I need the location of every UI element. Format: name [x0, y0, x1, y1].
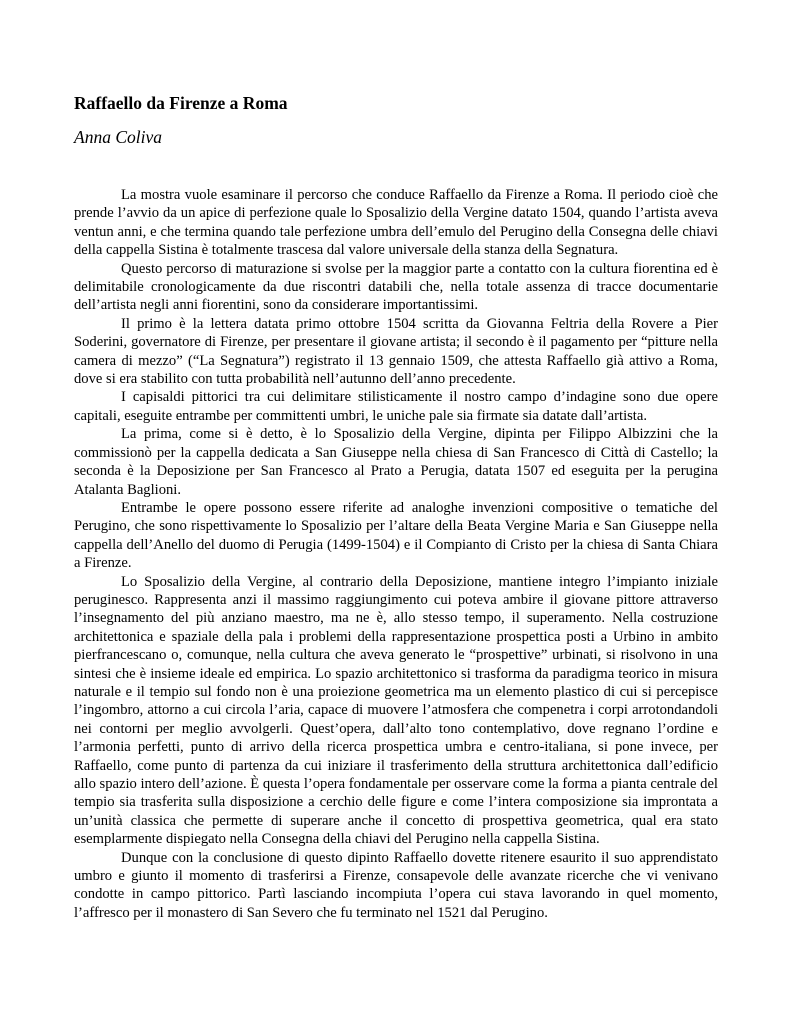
paragraph: Lo Sposalizio della Vergine, al contrario della Deposizione, mantiene integro l’impianto iniziale peruginesco. Rappresenta anzi il massimo raggiungimento cui poteva ambire il giovane pittore attraverso l’insegnamento del più anziano maestro, ma ne è, allo stesso tempo, il superamento. Nella costruzione architettonica e spaziale della pala i problemi della rappresentazione prospettica posti a Urbino in ambito pierfrancescano o, comunque, nella cultura che aveva generato le “prospettive” urbinati, si risolvono in una sintesi che è insieme ideale ed empirica. Lo spazio architettonico si trasforma da paradigma teorico in misura naturale e il tempio sul fondo non è una proiezione geometrica ma un elemento plastico di cui si percepisce l’ingombro, attorno a cui circola l’aria, capace di muovere l’atmosfera che compenetra i corpi arrotondandoli nei contorni per meglio avvolgerli. Quest’opera, dall’alto tono contemplativo, dove regnano l’ordine e l’armonia perfetti, punto di arrivo della ricerca prospettica umbra e centro-italiana, si pone invece, per Raffaello, come punto di partenza da cui iniziare il trasferimento della struttura architettonica dall’edificio allo spazio intero dell’azione. È questa l’opera fondamentale per osservare come la forma a pianta centrale del tempio sia trasferita sulla disposizione a cerchio delle figure e come l’intera composizione sia improntata a un’unità classica che permette di superare anche il concetto di prospettiva geometrica, qual era stato esemplarmente dispiegato nella Consegna della chiavi del Perugino nella cappella Sistina. [74, 573, 718, 848]
paragraph: La mostra vuole esaminare il percorso che conduce Raffaello da Firenze a Roma. Il periodo cioè che prende l’avvio da un apice di perfezione quale lo Sposalizio della Vergine datato 1504, quando l’artista aveva ventun anni, e che termina quando tale perfezione umbra dell’emulo del Perugino della Consegna delle chiavi della cappella Sistina è totalmente trascesa dal valore universale della stanza della Segnatura. [74, 187, 718, 259]
paragraph: Entrambe le opere possono essere riferite ad analoghe invenzioni compositive o tematiche del Perugino, che sono rispettivamente lo Sposalizio per l’altare della Beata Vergine Maria e San Giuseppe nella cappella dell’Anello del duomo di Perugia (1499-1504) e il Compianto di Cristo per la chiesa di Santa Chiara a Firenze. [74, 499, 718, 572]
paragraph: I capisaldi pittorici tra cui delimitare stilisticamente il nostro campo d’indagine sono due opere capitali, eseguite entrambe per committenti umbri, le uniche pale sia firmate sia datate dall’artista. [74, 389, 718, 424]
paragraph: La prima, come si è detto, è lo Sposalizio della Vergine, dipinta per Filippo Albizzini che la commissionò per la cappella dedicata a San Giuseppe nella chiesa di San Francesco di Città di Castello; la seconda è la Deposizione per San Francesco al Prato a Perugia, datata 1507 ed eseguita per la perugina Atalanta Baglioni. [74, 426, 718, 498]
document-author: Anna Coliva [74, 127, 162, 147]
paragraph: Dunque con la conclusione di questo dipinto Raffaello dovette ritenere esaurito il suo apprendistato umbro e giunto il momento di trasferirsi a Firenze, consapevole delle avanzate ricerche che vi venivano condotte in campo pittorico. Partì lasciando incompiuta l’opera cui stava lavorando in quel momento, l’affresco per il monastero di San Severo che fu terminato nel 1521 dal Perugino. [74, 849, 718, 921]
paragraph: Questo percorso di maturazione si svolse per la maggior parte a contatto con la cultura fiorentina ed è delimitabile cronologicamente da due riscontri databili che, nella totale assenza di tracce documentarie dell’artista negli anni fiorentini, sono da considerare importantissimi. [74, 260, 718, 314]
paragraph: Il primo è la lettera datata primo ottobre 1504 scritta da Giovanna Feltria della Rovere a Pier Soderini, governatore di Firenze, per presentare il giovane artista; il secondo è il pagamento per “pitture nella camera di mezzo” (“La Segnatura”) registrato il 13 gennaio 1509, che attesta Raffaello già attivo a Roma, dove si era stabilito con tutta probabilità nell’autunno dell’anno precedente. [74, 315, 718, 388]
document-body [74, 186, 718, 922]
document-title: Raffaello da Firenze a Roma [74, 93, 288, 113]
